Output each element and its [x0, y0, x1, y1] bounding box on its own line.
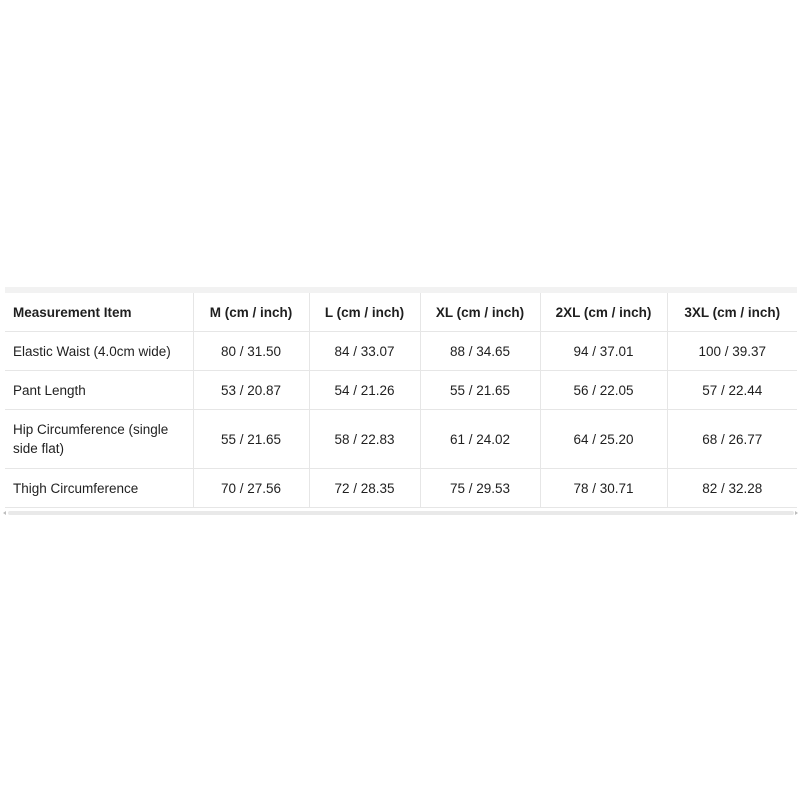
cell-l: 58 / 22.83 — [309, 410, 420, 469]
cell-xl: 61 / 24.02 — [420, 410, 540, 469]
cell-3xl: 57 / 22.44 — [667, 371, 797, 410]
cell-3xl: 68 / 26.77 — [667, 410, 797, 469]
cell-xl: 55 / 21.65 — [420, 371, 540, 410]
table-row — [5, 332, 797, 371]
cell-l: 54 / 21.26 — [309, 371, 420, 410]
cell-xl: 88 / 34.65 — [420, 332, 540, 371]
header-size-2xl: 2XL (cm / inch) — [540, 293, 667, 332]
header-size-l: L (cm / inch) — [309, 293, 420, 332]
table-row — [5, 469, 797, 508]
cell-2xl: 64 / 25.20 — [540, 410, 667, 469]
cell-3xl: 100 / 39.37 — [667, 332, 797, 371]
cell-l: 72 / 28.35 — [309, 469, 420, 508]
header-measurement-item: Measurement Item — [5, 293, 193, 332]
table-row — [5, 371, 797, 410]
cell-l: 84 / 33.07 — [309, 332, 420, 371]
row-label: Elastic Waist (4.0cm wide) — [5, 332, 193, 371]
cell-2xl: 56 / 22.05 — [540, 371, 667, 410]
horizontal-scrollbar[interactable] — [8, 511, 794, 515]
cell-m: 80 / 31.50 — [193, 332, 309, 371]
header-size-m: M (cm / inch) — [193, 293, 309, 332]
size-chart-table — [5, 293, 797, 508]
cell-3xl: 82 / 32.28 — [667, 469, 797, 508]
row-label: Pant Length — [5, 371, 193, 410]
cell-2xl: 94 / 37.01 — [540, 332, 667, 371]
size-chart-table-container — [5, 287, 797, 508]
cell-m: 55 / 21.65 — [193, 410, 309, 469]
header-size-3xl: 3XL (cm / inch) — [667, 293, 797, 332]
cell-2xl: 78 / 30.71 — [540, 469, 667, 508]
header-row — [5, 293, 797, 332]
scroll-left-arrow-icon[interactable] — [3, 511, 6, 515]
cell-xl: 75 / 29.53 — [420, 469, 540, 508]
cell-m: 70 / 27.56 — [193, 469, 309, 508]
cell-m: 53 / 20.87 — [193, 371, 309, 410]
header-size-xl: XL (cm / inch) — [420, 293, 540, 332]
row-label: Thigh Circumference — [5, 469, 193, 508]
row-label: Hip Circumference (single side flat) — [5, 410, 193, 469]
scroll-right-arrow-icon[interactable] — [795, 511, 798, 515]
table-row — [5, 410, 797, 469]
